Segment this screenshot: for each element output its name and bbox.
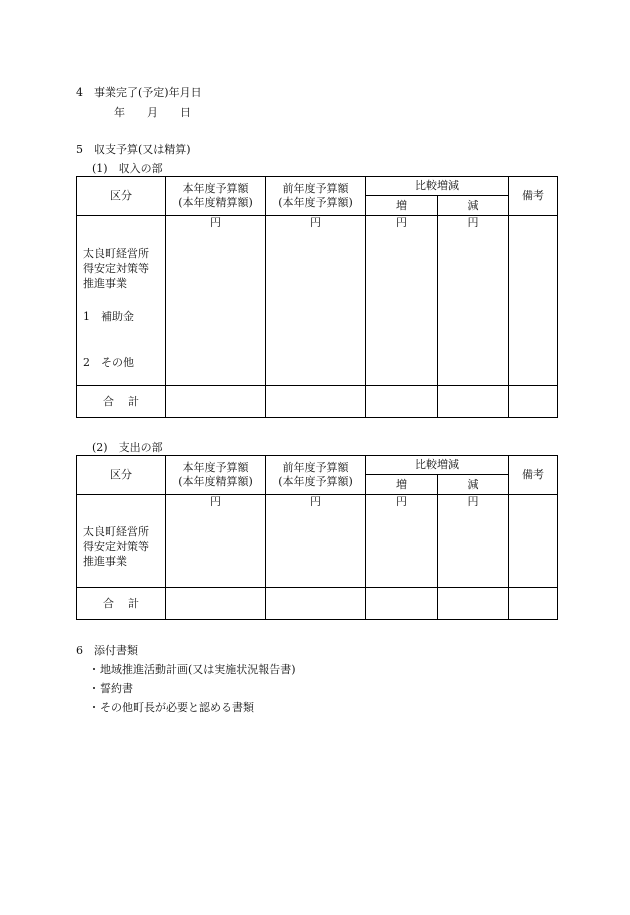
income-total-current	[166, 386, 266, 418]
attachment-item	[88, 680, 133, 696]
income-header-previous	[266, 177, 366, 216]
income-total-increase	[366, 386, 438, 418]
income-item-name-line3: 推進事業	[83, 277, 127, 290]
expense-header-previous-line2: (本年度予算額)	[278, 475, 353, 488]
attachment-item	[88, 661, 296, 677]
income-remarks-cell	[509, 216, 558, 386]
expense-header-increase: 増	[366, 475, 438, 495]
expense-header-current-line2: (本年度精算額)	[178, 475, 253, 488]
income-body-row	[77, 216, 558, 386]
income-item-cell	[77, 216, 166, 386]
income-sub-item-other: 2 その他	[83, 356, 134, 369]
expense-total-decrease	[438, 588, 509, 620]
income-header-remarks: 備考	[509, 177, 558, 216]
income-header-current-line2: (本年度精算額)	[178, 196, 253, 209]
income-table	[76, 176, 558, 418]
expense-header-current	[166, 456, 266, 495]
attachment-item-label: 誓約書	[100, 682, 133, 695]
income-header-current-line1: 本年度予算額	[182, 182, 249, 195]
expense-total-remarks	[509, 588, 558, 620]
income-total-row	[77, 386, 558, 418]
expense-total-label	[77, 588, 166, 620]
expense-header-current-line1: 本年度予算額	[182, 461, 249, 474]
expense-increase-cell: 円	[366, 495, 438, 588]
expense-body-row	[77, 495, 558, 588]
bullet-icon: ・	[88, 701, 100, 714]
expense-header-previous-line1: 前年度予算額	[282, 461, 349, 474]
income-previous-cell: 円	[266, 216, 366, 386]
expense-subheading: (2) 支出の部	[92, 441, 163, 454]
attachment-item-label: その他町長が必要と認める書類	[100, 701, 254, 714]
income-decrease-cell: 円	[438, 216, 509, 386]
income-item-name-line2: 得安定対策等	[83, 262, 149, 275]
attachment-item-label: 地域推進活動計画(又は実施状況報告書)	[100, 663, 296, 676]
income-total-decrease	[438, 386, 509, 418]
income-subheading: (1) 収入の部	[92, 162, 163, 175]
completion-date-line: 年 月 日	[114, 106, 191, 119]
income-header-previous-line1: 前年度予算額	[282, 182, 349, 195]
expense-total-previous	[266, 588, 366, 620]
expense-header-comparison: 比較増減	[366, 456, 509, 475]
income-current-cell: 円	[166, 216, 266, 386]
section6-heading: 6 添付書類	[76, 644, 138, 657]
expense-total-text: 合計	[103, 596, 153, 610]
income-header-increase: 増	[366, 196, 438, 216]
expense-remarks-cell	[509, 495, 558, 588]
section4-heading: 4 事業完了(予定)年月日	[76, 86, 202, 99]
income-item-name-line1: 太良町経営所	[83, 247, 149, 260]
expense-item-cell	[77, 495, 166, 588]
bullet-icon: ・	[88, 682, 100, 695]
bullet-icon: ・	[88, 663, 100, 676]
expense-table	[76, 455, 558, 620]
income-total-previous	[266, 386, 366, 418]
income-header-current	[166, 177, 266, 216]
expense-header-category: 区分	[77, 456, 166, 495]
expense-header-previous	[266, 456, 366, 495]
expense-total-increase	[366, 588, 438, 620]
expense-item-name-line2: 得安定対策等	[83, 540, 149, 553]
income-total-label	[77, 386, 166, 418]
expense-previous-cell: 円	[266, 495, 366, 588]
income-header-row	[77, 177, 558, 196]
expense-decrease-cell: 円	[438, 495, 509, 588]
expense-item-name-line3: 推進事業	[83, 555, 127, 568]
expense-header-remarks: 備考	[509, 456, 558, 495]
expense-total-current	[166, 588, 266, 620]
expense-header-row	[77, 456, 558, 475]
income-increase-cell: 円	[366, 216, 438, 386]
attachment-item	[88, 699, 254, 715]
income-sub-item-subsidy: 1 補助金	[83, 310, 134, 323]
section5-heading: 5 収支予算(又は精算)	[76, 143, 191, 156]
expense-item-name-line1: 太良町経営所	[83, 525, 149, 538]
income-total-text: 合計	[103, 394, 153, 408]
expense-current-cell: 円	[166, 495, 266, 588]
expense-header-decrease: 減	[438, 475, 509, 495]
income-header-previous-line2: (本年度予算額)	[278, 196, 353, 209]
income-header-comparison: 比較増減	[366, 177, 509, 196]
income-header-decrease: 減	[438, 196, 509, 216]
expense-total-row	[77, 588, 558, 620]
income-header-category: 区分	[77, 177, 166, 216]
income-total-remarks	[509, 386, 558, 418]
